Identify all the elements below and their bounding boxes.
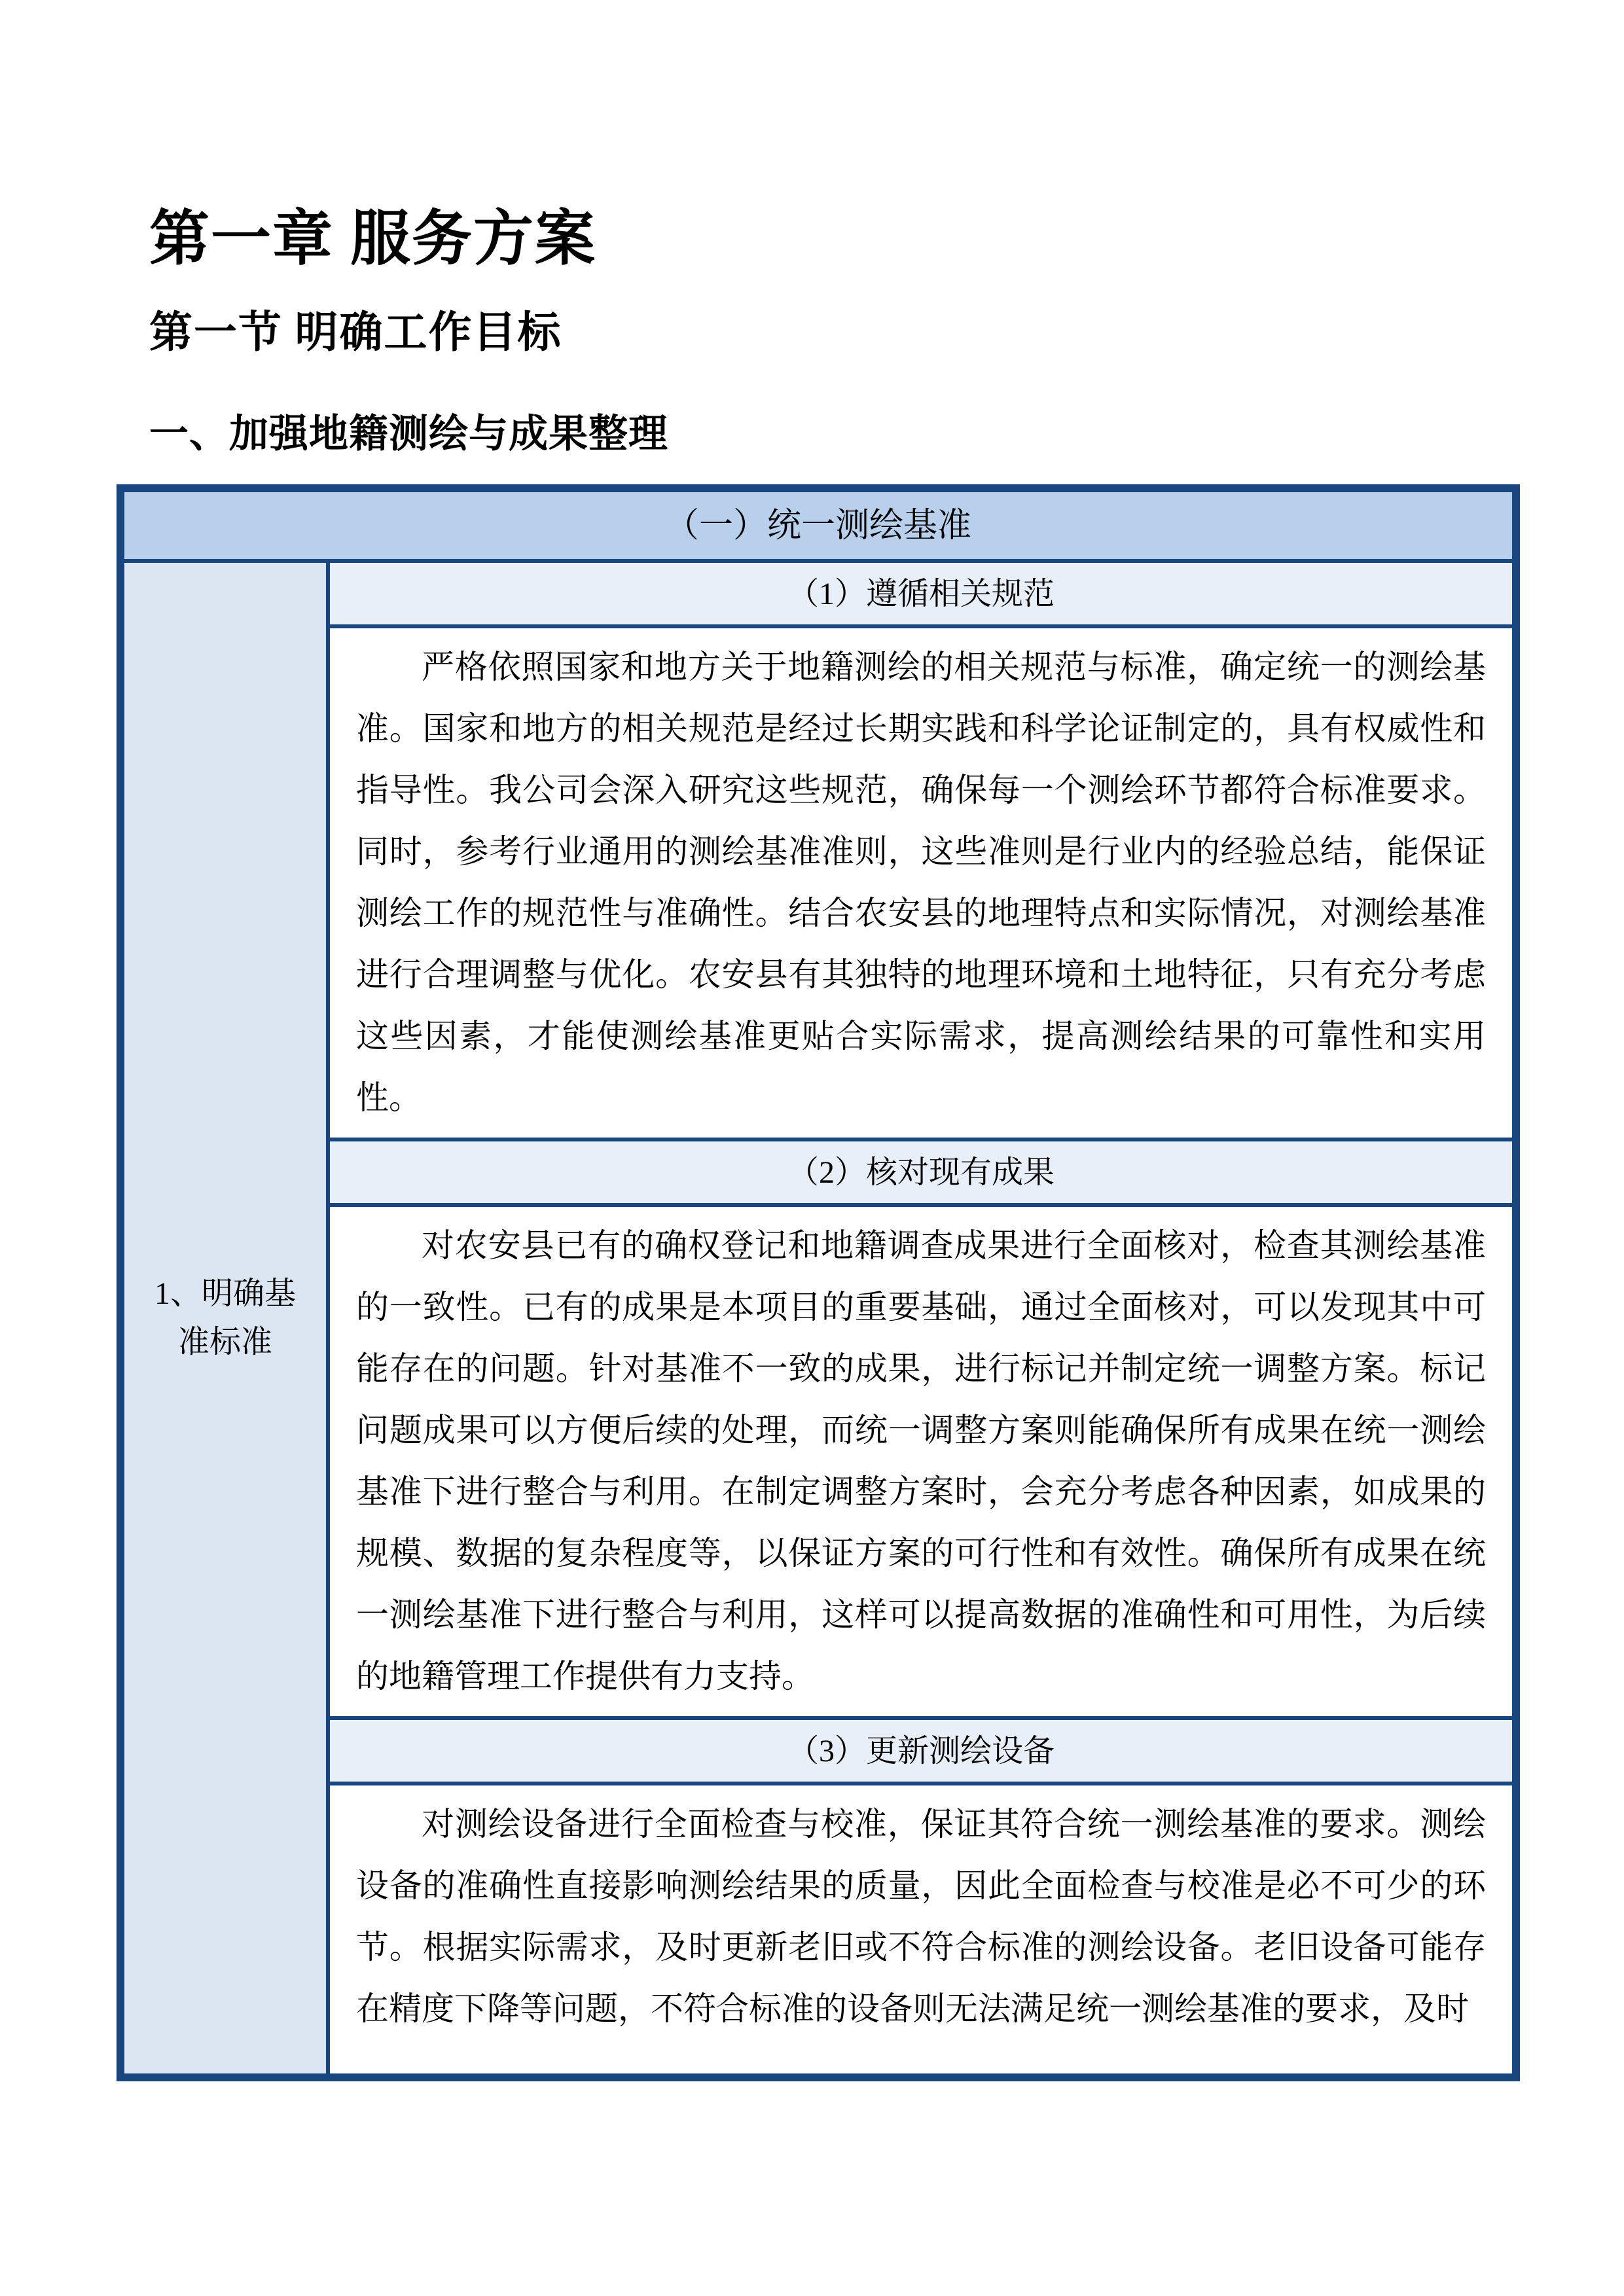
- subsection-1-title: （1）遵循相关规范: [330, 563, 1512, 628]
- row-label-cell: [124, 563, 330, 2073]
- row-label: 1、明确基准标准: [154, 1276, 296, 1359]
- content-table: [117, 484, 1520, 2081]
- table-body-row: [124, 563, 1512, 2073]
- subsection-3-body: 对测绘设备进行全面检查与校准，保证其符合统一测绘基准的要求。测绘设备的准确性直接影响测绘结果的质量，因此全面检查与校准是必不可少的环节。根据实际需求，及时更新老旧或不符合标准的测绘设备。老旧设备可能存在精度下降等问题，不符合标准的设备则无法满足统一测绘基准的要求，及时: [330, 1785, 1512, 2073]
- table-content-cell: [330, 563, 1512, 2073]
- subsection-2-title: （2）核对现有成果: [330, 1138, 1512, 1207]
- subsection-heading: 一、加强地籍测绘与成果整理: [149, 412, 668, 456]
- subsection-3-title: （3）更新测绘设备: [330, 1716, 1512, 1785]
- section-heading: 第一节 明确工作目标: [149, 309, 562, 357]
- table-header-cell: （一）统一测绘基准: [124, 492, 1512, 563]
- chapter-heading: 第一章 服务方案: [149, 206, 597, 272]
- subsection-2-body: 对农安县已有的确权登记和地籍调查成果进行全面核对，检查其测绘基准的一致性。已有的成果是本项目的重要基础，通过全面核对，可以发现其中可能存在的问题。针对基准不一致的成果，进行标记并制定统一调整方案。标记问题成果可以方便后续的处理，而统一调整方案则能确保所有成果在统一测绘基准下进行整合与利用。在制定调整方案时，会充分考虑各种因素，如成果的规模、数据的复杂程度等，以保证方案的可行性和有效性。确保所有成果在统一测绘基准下进行整合与利用，这样可以提高数据的准确性和可用性，为后续的地籍管理工作提供有力支持。: [330, 1207, 1512, 1716]
- subsection-1-body: 严格依照国家和地方关于地籍测绘的相关规范与标准，确定统一的测绘基准。国家和地方的相关规范是经过长期实践和科学论证制定的，具有权威性和指导性。我公司会深入研究这些规范，确保每一个测绘环节都符合标准要求。同时，参考行业通用的测绘基准准则，这些准则是行业内的经验总结，能保证测绘工作的规范性与准确性。结合农安县的地理特点和实际情况，对测绘基准进行合理调整与优化。农安县有其独特的地理环境和土地特征，只有充分考虑这些因素，才能使测绘基准更贴合实际需求，提高测绘结果的可靠性和实用性。: [330, 628, 1512, 1138]
